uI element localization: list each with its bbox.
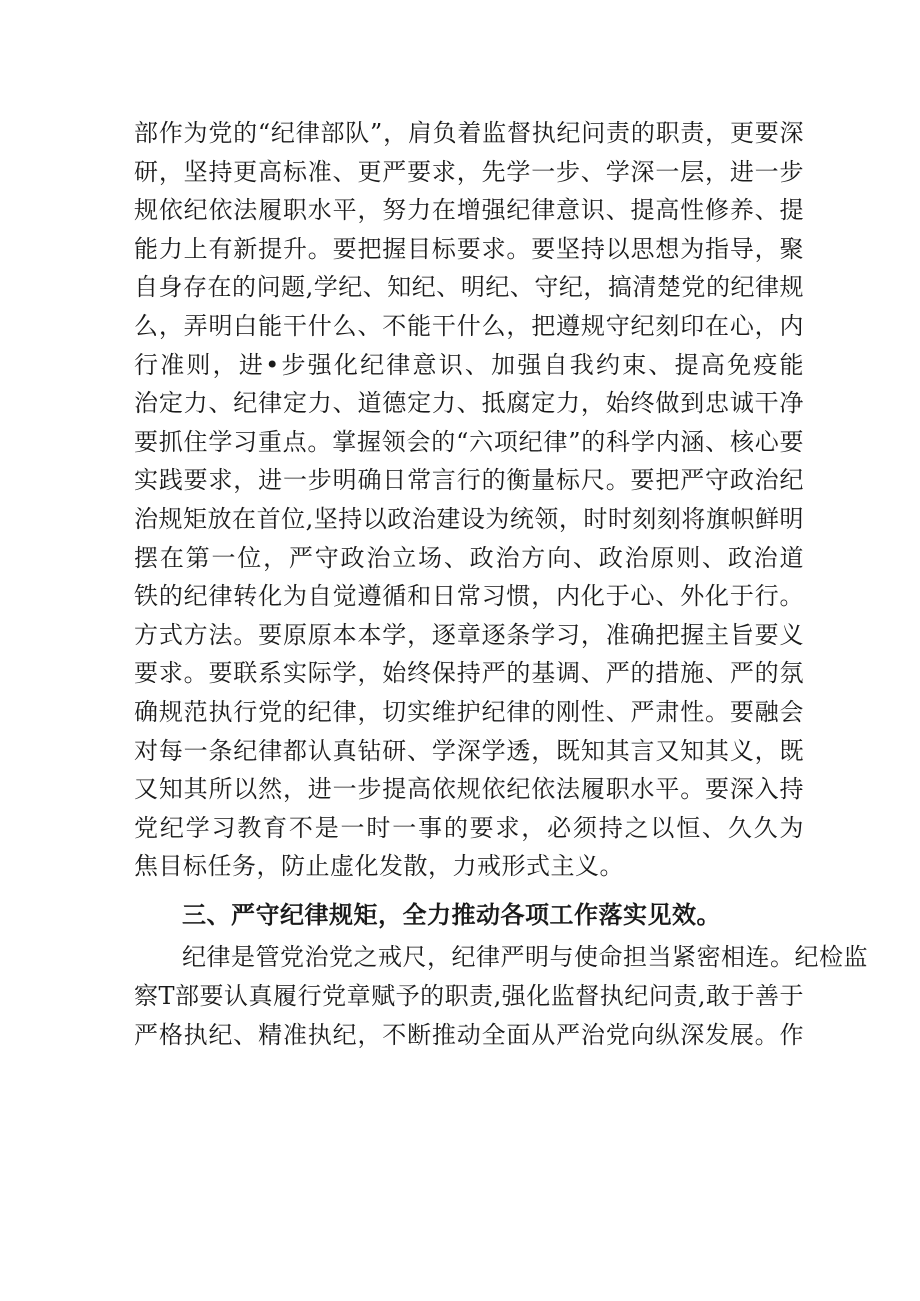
spacer	[134, 886, 804, 896]
document-body	[134, 114, 868, 1054]
text-line: 要求。要联系实际学，始终保持严的基调、严的措施、严的氛	[134, 659, 804, 688]
paragraph-2	[134, 938, 868, 1054]
text-line: 方式方法。要原原本本学，逐章逐条学习，准确把握主旨要义	[134, 620, 804, 649]
text-line: 摆在第一位，严守政治立场、政治方向、政治原则、政治道	[134, 543, 804, 572]
paragraph-1	[134, 114, 804, 886]
text-line: 对每一条纪律都认真钻研、学深学透，既知其言又知其义，既	[134, 736, 804, 765]
text-line: 治规矩放在首位,坚持以政治建设为统领，时时刻刻将旗帜鲜明	[134, 504, 804, 533]
text-line: 严格执纪、精准执纪，不断推动全面从严治党向纵深发展。作	[134, 1020, 804, 1049]
text-line: 察T部要认真履行党章赋予的职责,强化监督执纪问责,敢于善于	[134, 982, 804, 1011]
text-line: 实践要求，进一步明确日常言行的衡量标尺。要把严守政治纪	[134, 466, 804, 495]
text-line: 焦目标任务，防止虚化发散，力戒形式主义。	[134, 852, 624, 881]
text-line: 么，弄明白能干什么、不能干什么，把遵规守纪刻印在心，内	[134, 311, 804, 340]
text-line: 要抓住学习重点。掌握领会的“六项纪律”的科学内涵、核心要	[134, 427, 804, 456]
text-line: 确规范执行党的纪律，切实维护纪律的刚性、严肃性。要融会	[134, 697, 804, 726]
text-line: 纪律是管党治党之戒尺，纪律严明与使命担当紧密相连。纪检监	[182, 943, 868, 972]
section-heading: 三、严守纪律规矩，全力推动各项工作落实见效。	[182, 899, 721, 929]
text-line: 能力上有新提升。要把握目标要求。要坚持以思想为指导，聚	[134, 234, 804, 263]
text-line: 研，坚持更高标准、更严要求，先学一步、学深一层，进一步	[134, 157, 804, 186]
text-line: 党纪学习教育不是一时一事的要求，必须持之以恒、久久为	[134, 813, 804, 842]
text-line: 行准则，进•步强化纪律意识、加强自我约束、提高免疫能	[134, 350, 804, 379]
text-line: 部作为党的“纪律部队”，肩负着监督执纪问责的职责，更要深	[134, 119, 804, 147]
text-line: 又知其所以然，进一步提高依规依纪依法履职水平。要深入持	[134, 775, 804, 804]
text-line: 规依纪依法履职水平，努力在增强纪律意识、提高性修养、提	[134, 196, 804, 225]
text-line: 自身存在的问题,学纪、知纪、明纪、守纪，搞清楚党的纪律规	[134, 273, 804, 302]
text-line: 铁的纪律转化为自觉遵循和日常习惯，内化于心、外化于行。	[134, 582, 804, 611]
text-line: 治定力、纪律定力、道德定力、抵腐定力，始终做到忠诚干净	[134, 389, 804, 418]
